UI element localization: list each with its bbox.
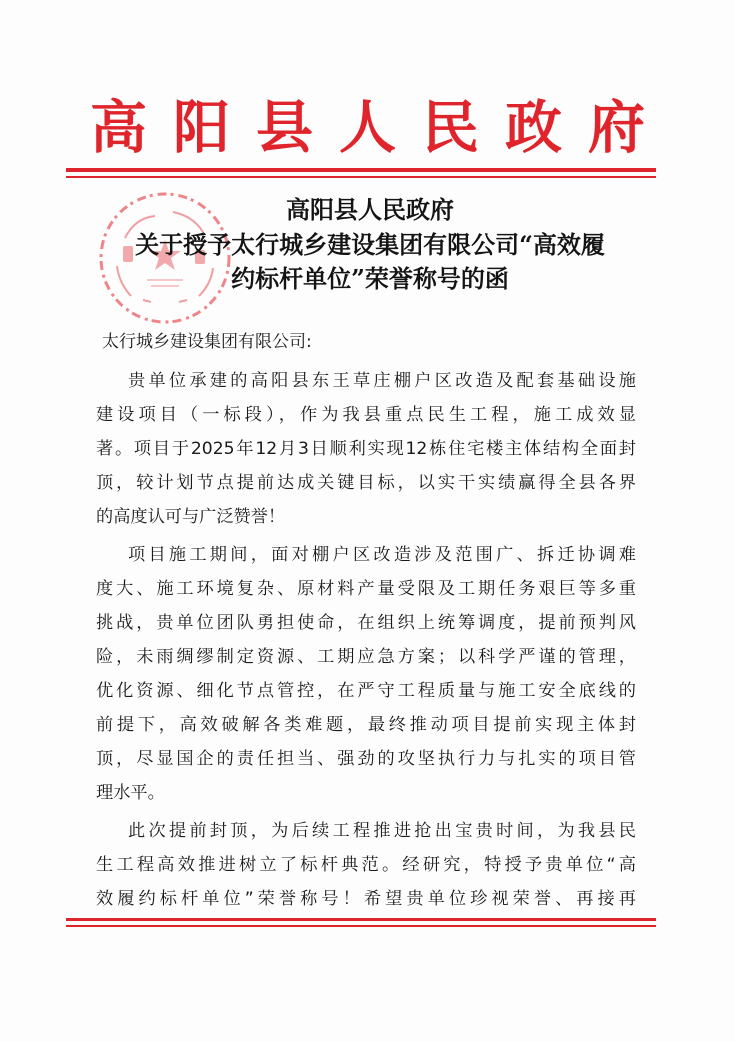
paragraph-2-line-2: 度大、施工环境复杂、原材料产量受限及工期任务艰巨等多重 xyxy=(96,579,636,599)
paragraph-1-line-1: 贵单位承建的高阳县东王草庄棚户区改造及配套基础设施 xyxy=(128,371,636,391)
footer-rule-thin xyxy=(66,925,656,927)
paragraph-2-line-4: 险，未雨绸缪制定资源、工期应急方案；以科学严谨的管理， xyxy=(96,647,636,667)
paragraph-1-line-2: 建设项目（一标段），作为我县重点民生工程，施工成效显 xyxy=(96,405,636,425)
paragraph-1-line-3: 著。项目于2025年12月3日顺利实现12栋住宅楼主体结构全面封 xyxy=(96,439,636,459)
footer-rule-thick xyxy=(66,918,656,921)
paragraph-2-line-3: 挑战，贵单位团队勇担使命，在组织上统筹调度，提前预判风 xyxy=(96,613,636,633)
paragraph-2-line-6: 前提下，高效破解各类难题，最终推动项目提前实现主体封 xyxy=(96,715,636,735)
paragraph-1-line-5: 的高度认可与广泛赞誉！ xyxy=(96,507,286,527)
paragraph-1-line-4: 顶，较计划节点提前达成关键目标，以实干实绩赢得全县各界 xyxy=(96,473,636,493)
document-title-line-1: 高阳县人民政府 xyxy=(286,195,454,224)
letterhead-rule-thin xyxy=(66,176,656,178)
paragraph-3-line-2: 生工程高效推进树立了标杆典范。经研究，特授予贵单位“高 xyxy=(96,855,636,875)
paragraph-3-line-3: 效履约标杆单位”荣誉称号！希望贵单位珍视荣誉、再接再 xyxy=(96,889,636,909)
paragraph-2-line-7: 顶，尽显国企的责任担当、强劲的攻坚执行力与扎实的项目管 xyxy=(96,749,636,769)
letterhead-title: 高阳县人民政府 xyxy=(90,94,671,161)
paragraph-2-line-1: 项目施工期间，面对棚户区改造涉及范围广、拆迁协调难 xyxy=(128,545,636,565)
paragraph-3-line-1: 此次提前封顶，为后续工程推进抢出宝贵时间，为我县民 xyxy=(128,821,636,841)
letterhead-rule-thick xyxy=(66,168,656,172)
paragraph-2-line-5: 优化资源、细化节点管控，在严守工程质量与施工安全底线的 xyxy=(96,681,636,701)
addressee: 太行城乡建设集团有限公司: xyxy=(102,332,312,352)
document-title-line-2: 关于授予太行城乡建设集团有限公司“高效履 xyxy=(135,230,605,259)
paragraph-2-line-8: 理水平。 xyxy=(96,783,165,803)
document-title-line-3: 约标杆单位”荣誉称号的函 xyxy=(231,264,509,293)
